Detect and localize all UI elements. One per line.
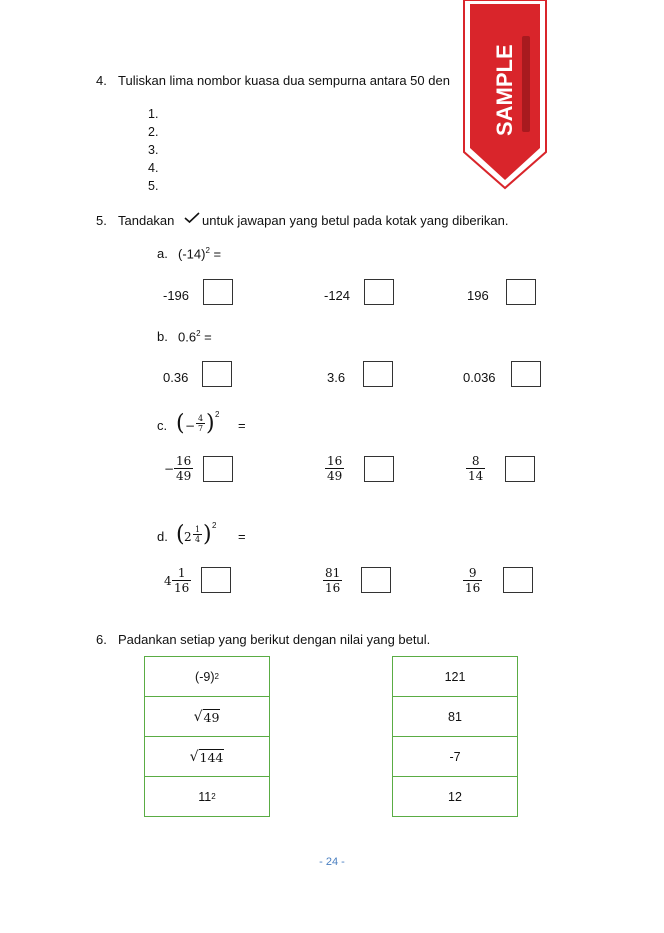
- answer-checkbox[interactable]: [364, 279, 394, 305]
- page-number: - 24 -: [319, 856, 345, 868]
- answer-checkbox[interactable]: [201, 567, 231, 593]
- answer-checkbox[interactable]: [363, 361, 393, 387]
- q5-number: 5.: [96, 213, 107, 228]
- answer-checkbox[interactable]: [202, 361, 232, 387]
- q5a-expression: $(-14)^2$ =: [178, 246, 222, 262]
- q5d-option-3: $\frac{9}{16}$: [465, 566, 481, 595]
- q5c-equals: =: [238, 418, 246, 433]
- match-left-cell[interactable]: √ 49: [144, 696, 270, 737]
- q5d-label: d.: [157, 529, 168, 544]
- q5a-option-3: 196: [467, 288, 489, 303]
- q5-text-before: Tandakan: [118, 213, 175, 228]
- q5c-option-3: $\frac{8}{14}$: [468, 454, 484, 483]
- match-left-cell[interactable]: 11 2: [144, 776, 270, 817]
- q4-item: 5.: [148, 179, 159, 193]
- q5a-label: a.: [157, 246, 168, 261]
- q5d-option-2: $\frac{81}{16}$: [325, 566, 341, 595]
- q5-text-after: untuk jawapan yang betul pada kotak yang diberikan.: [202, 213, 509, 228]
- q4-item: 4.: [148, 161, 159, 175]
- match-right-cell[interactable]: -7: [392, 736, 518, 777]
- q5c-option-1: − $\frac{16}{49}$: [164, 454, 192, 483]
- q5a-option-1: -196: [163, 288, 190, 303]
- q6-text: Padankan setiap yang berikut dengan nilai yang betul.: [118, 632, 431, 647]
- q5b-label: b.: [157, 329, 168, 344]
- match-left-cell[interactable]: √ 144: [144, 736, 270, 777]
- watermark-text: SAMPLE: [492, 44, 517, 136]
- q5b-option-2: 3.6: [327, 370, 346, 385]
- q4-text: Tuliskan lima nombor kuasa dua sempurna antara 50 den: [118, 73, 450, 88]
- match-left-cell[interactable]: (-9) 2: [144, 656, 270, 697]
- match-right-cell[interactable]: 81: [392, 696, 518, 737]
- checkmark-icon: [184, 212, 200, 224]
- q4-item: 3.: [148, 143, 159, 157]
- answer-checkbox[interactable]: [503, 567, 533, 593]
- answer-checkbox[interactable]: [505, 456, 535, 482]
- q4-number: 4.: [96, 73, 107, 88]
- q5d-equals: =: [238, 529, 246, 544]
- sample-ribbon-icon: [462, 0, 548, 190]
- q5b-option-1: 0.36: [163, 370, 189, 385]
- q5c-option-2: $\frac{16}{49}$: [327, 454, 343, 483]
- match-right-cell[interactable]: 12: [392, 776, 518, 817]
- q4-item: 1.: [148, 107, 159, 121]
- q5d-expression: ( 2 $\frac{1}{4}$ ) 2: [176, 521, 217, 547]
- answer-checkbox[interactable]: [364, 456, 394, 482]
- q5c-label: c.: [157, 418, 168, 433]
- q6-number: 6.: [96, 632, 107, 647]
- q5d-option-1: 4 $\frac{1}{16}$: [164, 566, 190, 595]
- match-right-cell[interactable]: 121: [392, 656, 518, 697]
- answer-checkbox[interactable]: [511, 361, 541, 387]
- answer-checkbox[interactable]: [506, 279, 536, 305]
- answer-checkbox[interactable]: [203, 456, 233, 482]
- answer-checkbox[interactable]: [361, 567, 391, 593]
- q5a-option-2: -124: [324, 288, 351, 303]
- q5c-expression: ( − $\frac{4}{7}$ ) 2: [176, 410, 220, 436]
- q5b-option-3: 0.036: [463, 370, 496, 385]
- q5b-expression: $0.6^2$ =: [178, 329, 212, 345]
- q4-item: 2.: [148, 125, 159, 139]
- answer-checkbox[interactable]: [203, 279, 233, 305]
